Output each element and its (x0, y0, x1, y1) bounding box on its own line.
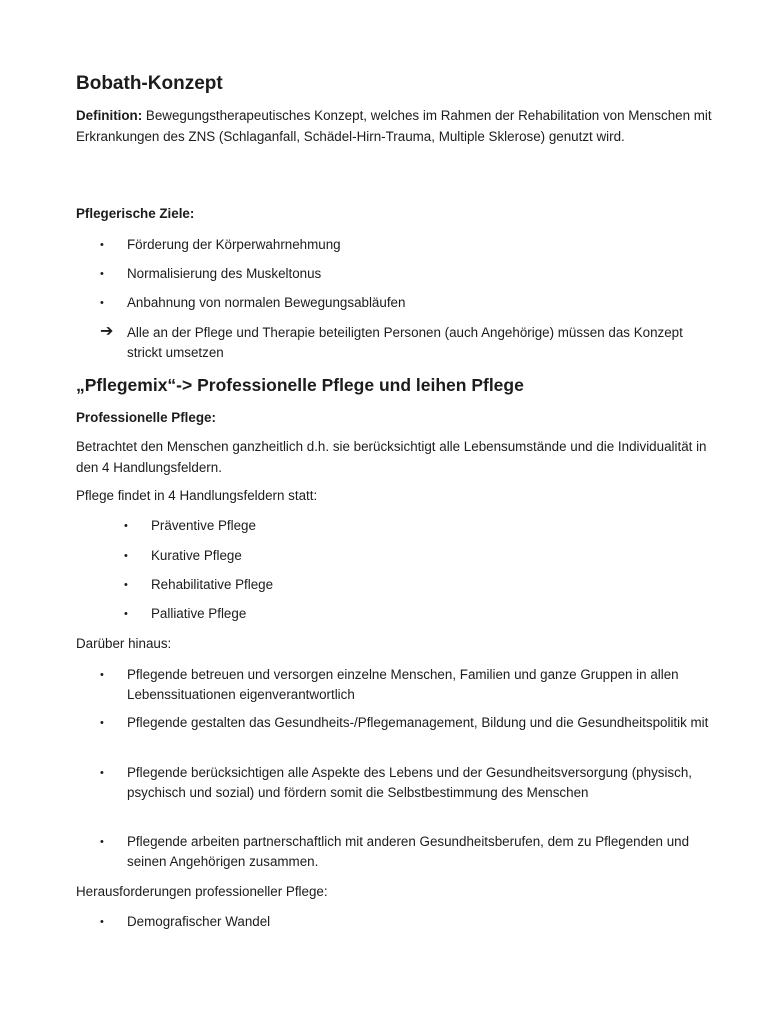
goal-arrow-item: ➔ Alle an der Pflege und Therapie beteiligten Personen (auch Angehörige) müssen das Konzept strickt umsetzen (100, 323, 683, 360)
bullet-icon: • (124, 520, 128, 532)
definition-label: Definition: (76, 108, 143, 123)
point-item: • Pflegende berücksichtigen alle Aspekte des Lebens und der Gesundheitsversorgung (physisch, psychisch und sozial) und fördern somit die Selbstbestimmung des Menschen (100, 765, 692, 800)
field-item: • Rehabilitative Pflege (124, 575, 720, 595)
field-item: • Palliative Pflege (124, 604, 720, 624)
point-item: • Pflegende arbeiten partnerschaftlich mit anderen Gesundheitsberufen, dem zu Pflegenden und seinen Angehörigen zusammen. (100, 834, 690, 869)
goals-heading: Pflegerische Ziele: (76, 206, 195, 221)
bullet-icon: • (100, 297, 104, 309)
page-title: Bobath-Konzept (76, 73, 223, 94)
definition-paragraph (76, 106, 716, 147)
bullet-icon: • (124, 550, 128, 562)
bullet-icon: • (100, 717, 104, 729)
arrow-right-icon: ➔ (100, 323, 114, 340)
fields-intro: Pflege findet in 4 Handlungsfeldern statt: (76, 488, 318, 503)
bullet-icon: • (100, 268, 104, 280)
point-item: • Pflegende betreuen und versorgen einzelne Menschen, Familien und ganze Gruppen in allen Lebenssituationen eigenverantwortlich (100, 667, 679, 702)
section-title: „Pflegemix“-> Professionelle Pflege und leihen Pflege (76, 375, 524, 395)
bullet-icon: • (100, 239, 104, 251)
field-item: • Kurative Pflege (124, 546, 720, 566)
holistic-paragraph: Betrachtet den Menschen ganzheitlich d.h. sie berücksichtigt alle Lebensumstände und die Individualität in den 4 Handlungsfeldern. (76, 439, 707, 475)
challenges-heading: Herausforderungen professioneller Pflege: (76, 884, 328, 899)
bullet-icon: • (100, 669, 104, 681)
professional-care-heading: Professionelle Pflege: (76, 410, 216, 425)
bullet-icon: • (100, 916, 104, 928)
goal-item: • Förderung der Körperwahrnehmung (100, 235, 720, 255)
definition-text: Bewegungstherapeutisches Konzept, welches im Rahmen der Rehabilitation von Menschen mit Erkrankungen des ZNS (Schlaganfall, Schädel-Hirn-Trauma, Multiple Sklerose) genutzt wird. (76, 108, 712, 144)
goal-item: • Anbahnung von normalen Bewegungsabläufen (100, 293, 720, 313)
field-item: • Präventive Pflege (124, 516, 720, 536)
moreover-label: Darüber hinaus: (76, 636, 172, 651)
point-item: • Pflegende gestalten das Gesundheits-/Pflegemanagement, Bildung und die Gesundheitspolitik mit (100, 713, 720, 733)
goal-item: • Normalisierung des Muskeltonus (100, 264, 720, 284)
bullet-icon: • (124, 579, 128, 591)
bullet-icon: • (124, 608, 128, 620)
challenge-item: • Demografischer Wandel (100, 912, 720, 932)
bullet-icon: • (100, 836, 104, 848)
bullet-icon: • (100, 767, 104, 779)
